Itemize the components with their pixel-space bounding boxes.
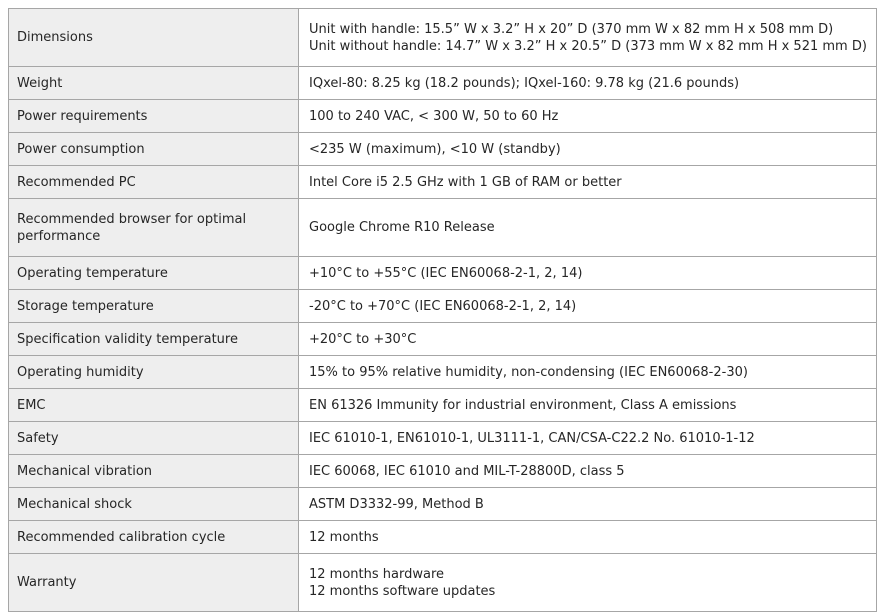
spec-row — [9, 521, 877, 554]
spec-row — [9, 554, 877, 612]
spec-row — [9, 356, 877, 389]
spec-row — [9, 323, 877, 356]
spec-row — [9, 290, 877, 323]
spec-value-line: Intel Core i5 2.5 GHz with 1 GB of RAM or better — [309, 174, 622, 190]
spec-row — [9, 199, 877, 257]
spec-label: Safety — [9, 422, 299, 455]
spec-label: Recommended PC — [9, 166, 299, 199]
spec-value — [299, 199, 877, 257]
spec-value-line: 12 months hardware — [309, 566, 445, 582]
spec-label: Warranty — [9, 554, 299, 612]
spec-value-line: EN 61326 Immunity for industrial environment, Class A emissions — [309, 397, 737, 413]
spec-value-line: Unit without handle: 14.7” W x 3.2” H x 20.5” D (373 mm W x 82 mm H x 521 mm D) — [309, 38, 867, 54]
spec-label: Storage temperature — [9, 290, 299, 323]
spec-row — [9, 100, 877, 133]
spec-value — [299, 9, 877, 67]
spec-label: Weight — [9, 67, 299, 100]
spec-label: Power requirements — [9, 100, 299, 133]
spec-label: Operating temperature — [9, 257, 299, 290]
spec-label: Dimensions — [9, 9, 299, 67]
spec-row — [9, 389, 877, 422]
spec-value — [299, 133, 877, 166]
spec-value-line: ASTM D3332-99, Method B — [309, 496, 484, 512]
spec-value-line: IQxel-80: 8.25 kg (18.2 pounds); IQxel-160: 9.78 kg (21.6 pounds) — [309, 75, 740, 91]
spec-value-line: -20°C to +70°C (IEC EN60068-2-1, 2, 14) — [309, 298, 577, 314]
spec-row — [9, 166, 877, 199]
spec-value — [299, 257, 877, 290]
spec-value-line: 15% to 95% relative humidity, non-condensing (IEC EN60068-2-30) — [309, 364, 748, 380]
spec-value-line: +20°C to +30°C — [309, 331, 417, 347]
spec-value-line: Google Chrome R10 Release — [309, 220, 495, 235]
spec-label: Power consumption — [9, 133, 299, 166]
specifications-table — [8, 8, 877, 612]
specifications-table-body — [9, 9, 877, 612]
spec-row — [9, 422, 877, 455]
spec-value — [299, 554, 877, 612]
spec-label: Operating humidity — [9, 356, 299, 389]
spec-value — [299, 521, 877, 554]
spec-value-line: IEC 60068, IEC 61010 and MIL-T-28800D, class 5 — [309, 463, 625, 479]
spec-value — [299, 290, 877, 323]
spec-label: Recommended browser for optimal performance — [9, 199, 299, 257]
spec-row — [9, 257, 877, 290]
spec-row — [9, 133, 877, 166]
spec-value-line: 12 months software updates — [309, 583, 496, 599]
spec-value — [299, 67, 877, 100]
spec-value-line: Unit with handle: 15.5” W x 3.2” H x 20” D (370 mm W x 82 mm H x 508 mm D) — [309, 21, 834, 37]
spec-value-line: 100 to 240 VAC, < 300 W, 50 to 60 Hz — [309, 108, 559, 124]
spec-row — [9, 455, 877, 488]
spec-label: Mechanical vibration — [9, 455, 299, 488]
spec-value — [299, 356, 877, 389]
spec-label: Specification validity temperature — [9, 323, 299, 356]
spec-value — [299, 422, 877, 455]
spec-value-line: IEC 61010-1, EN61010-1, UL3111-1, CAN/CSA-C22.2 No. 61010-1-12 — [309, 430, 755, 446]
spec-value — [299, 488, 877, 521]
spec-label: EMC — [9, 389, 299, 422]
spec-label: Mechanical shock — [9, 488, 299, 521]
spec-value-line: <235 W (maximum), <10 W (standby) — [309, 141, 561, 157]
spec-row — [9, 9, 877, 67]
spec-value — [299, 455, 877, 488]
spec-value — [299, 323, 877, 356]
spec-row — [9, 488, 877, 521]
spec-value — [299, 389, 877, 422]
spec-value-line: 12 months — [309, 529, 379, 545]
spec-label: Recommended calibration cycle — [9, 521, 299, 554]
spec-row — [9, 67, 877, 100]
spec-value — [299, 100, 877, 133]
spec-value — [299, 166, 877, 199]
spec-value-line: +10°C to +55°C (IEC EN60068-2-1, 2, 14) — [309, 265, 583, 281]
